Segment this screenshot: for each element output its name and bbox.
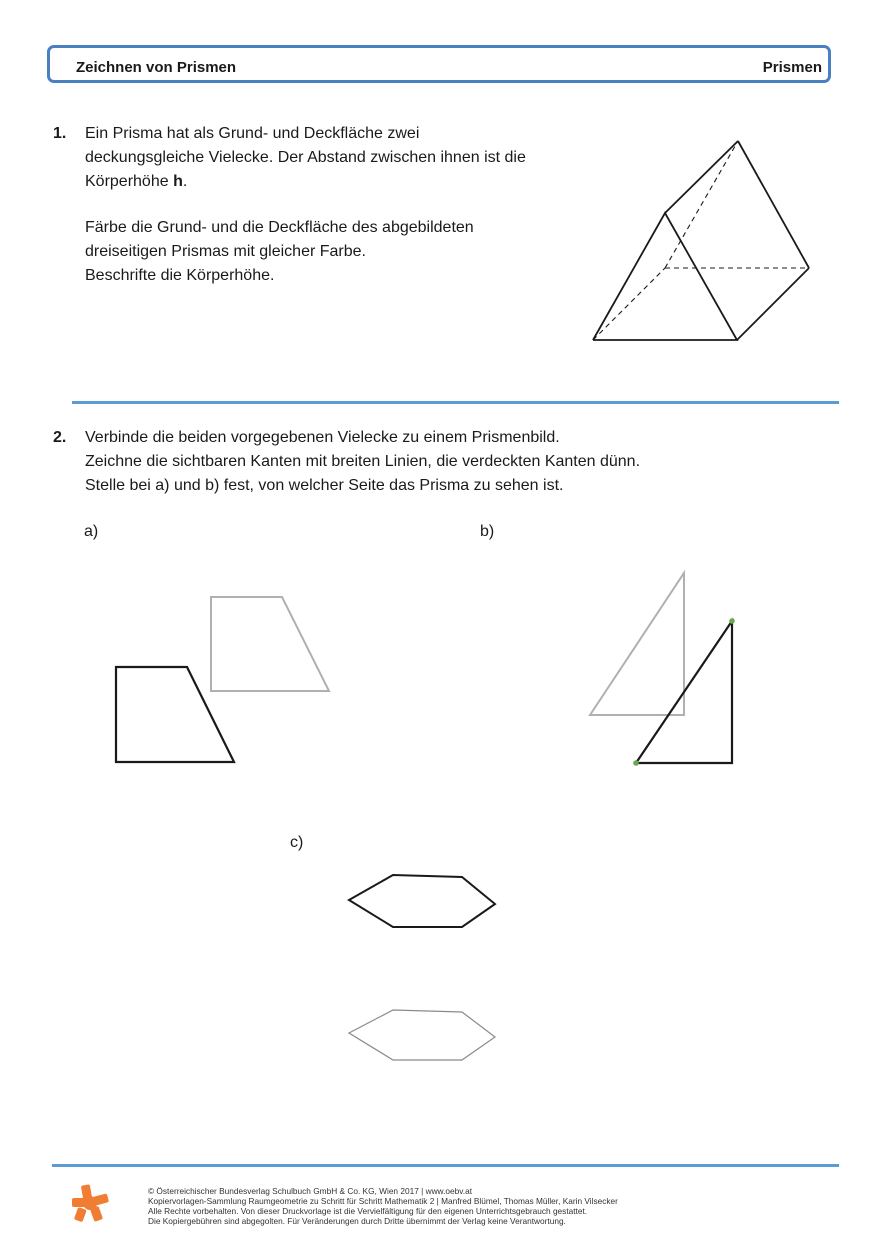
task2-line2: Zeichne die sichtbaren Kanten mit breiten Linien, die verdeckten Kanten dünn. [85, 453, 641, 470]
figure-a [100, 585, 345, 775]
prism-edge-bottom [737, 268, 809, 340]
label-a: a) [84, 523, 99, 540]
figure-c [340, 865, 510, 1075]
task2-number: 2. [53, 429, 67, 446]
topic-label: Prismen [762, 59, 822, 76]
task1-paragraph1: Ein Prisma hat als Grund- und Deckfläche zwei deckungsgleiche Vielecke. Der Abstand zwischen ihnen ist die Körperhöhe h. [85, 125, 526, 190]
trapezoid-back [211, 597, 329, 691]
task1-paragraph2a: Färbe die Grund- und die Deckfläche des abgebildeten dreiseitigen Prismas mit gleicher Farbe. [85, 219, 474, 260]
task2-line3: Stelle bei a) und b) fest, von welcher Seite das Prisma zu sehen ist. [85, 477, 564, 494]
trapezoid-front [116, 667, 234, 762]
task1-text [85, 122, 535, 288]
hexagon-bottom [349, 1010, 495, 1060]
task2-line1: Verbinde die beiden vorgegebenen Vielecke zu einem Prismenbild. [85, 429, 560, 446]
section-divider [72, 401, 839, 404]
footer-line-4: Die Kopiergebühren sind abgegolten. Für Veränderungen durch Dritte übernimmt der Verlag keine Verantwortung. [148, 1216, 566, 1226]
prism-edge-right [738, 141, 809, 268]
footer-line-3: Alle Rechte vorbehalten. Von dieser Druckvorlage ist die Vervielfältigung für den eigenen Unterrichtsgebrauch gestattet. [148, 1206, 588, 1216]
prism-hidden-edge-3 [665, 141, 738, 268]
header-box [47, 45, 831, 83]
vertex-point-bottom [633, 760, 639, 766]
task1-paragraph2b: Beschrifte die Körperhöhe. [85, 267, 275, 284]
oebv-logo-icon [70, 1183, 112, 1223]
prism-figure-task1 [585, 130, 820, 350]
task2-text [85, 426, 785, 498]
footer-line-1: © Österreichischer Bundesverlag Schulbuch GmbH & Co. KG, Wien 2017 | www.oebv.at [148, 1186, 472, 1196]
task1-number: 1. [53, 125, 67, 142]
label-c: c) [290, 834, 304, 851]
vertex-point-top [729, 618, 735, 624]
prism-hidden-edge-1 [593, 268, 665, 340]
prism-front-triangle [593, 213, 737, 340]
footer-copyright [148, 1186, 618, 1226]
hexagon-top [349, 875, 495, 927]
figure-b [580, 565, 750, 775]
triangle-back [590, 573, 684, 715]
footer-line-2: Kopiervorlagen-Sammlung Raumgeometrie zu Schritt für Schritt Mathematik 2 | Manfred Blümel, Thomas Müller, Karin Vilsecker [148, 1196, 618, 1206]
prism-edge-top [665, 141, 738, 213]
page-title: Zeichnen von Prismen [76, 59, 237, 76]
footer-divider [52, 1164, 839, 1167]
label-b: b) [480, 523, 495, 540]
